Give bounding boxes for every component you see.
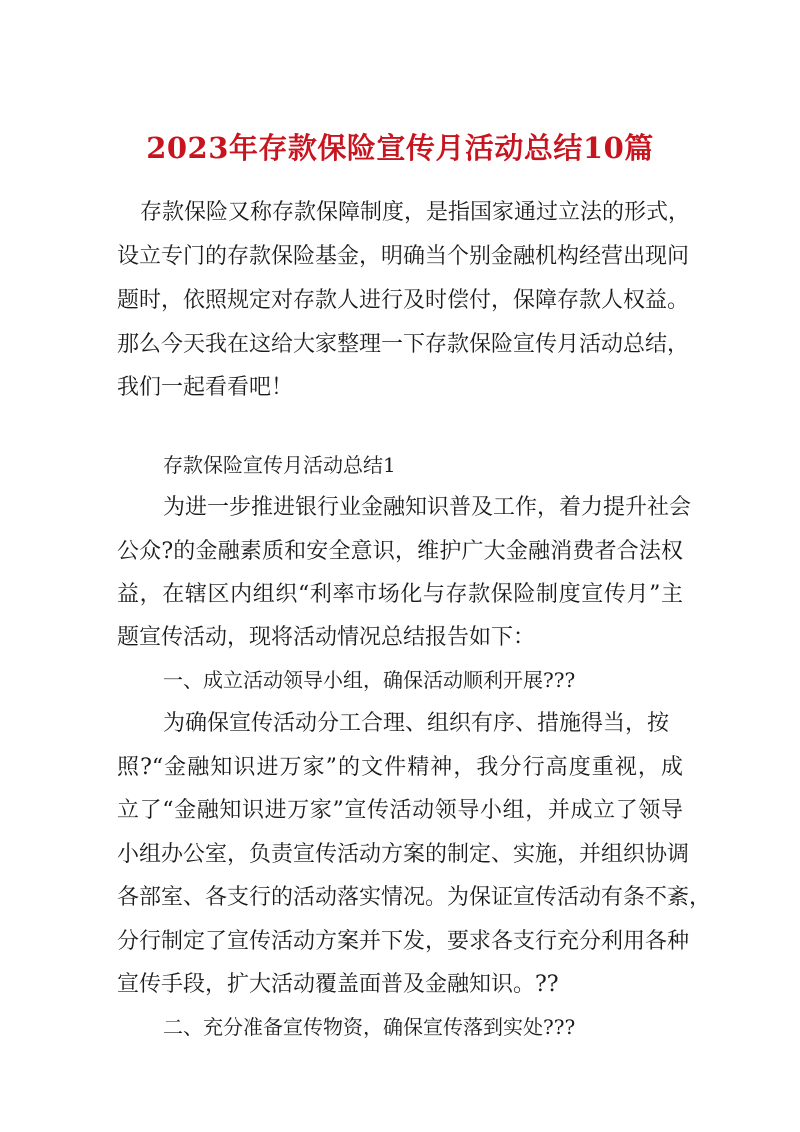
section-heading: 存款保险宣传月活动总结1 bbox=[163, 453, 396, 477]
paragraph-line: 为确保宣传活动分工合理、组织有序、措施得当，按 bbox=[163, 711, 670, 736]
paragraph-line: 为进一步推进银行业金融知识普及工作，着力提升社会 bbox=[163, 495, 692, 520]
paragraph-line: 公众?的金融素质和安全意识，维护广大金融消费者合法权 bbox=[117, 539, 683, 564]
intro-line: 题时，依照规定对存款人进行及时偿付，保障存款人权益。 bbox=[117, 288, 690, 313]
paragraph-line: 小组办公室，负责宣传活动方案的制定、实施，并组织协调 bbox=[117, 842, 690, 867]
paragraph-line: 照?“金融知识进万家”的文件精神，我分行高度重视，成 bbox=[117, 755, 683, 780]
paragraph-line: 分行制定了宣传活动方案并下发，要求各支行充分利用各种 bbox=[117, 929, 690, 954]
intro-line: 设立专门的存款保险基金，明确当个别金融机构经营出现问 bbox=[117, 244, 690, 269]
subheading: 一、成立活动领导小组，确保活动顺利开展??? bbox=[163, 668, 576, 692]
intro-line: 存款保险又称存款保障制度，是指国家通过立法的形式， bbox=[140, 200, 691, 225]
paragraph-line: 宣传手段，扩大活动覆盖面普及金融知识。?? bbox=[117, 972, 559, 997]
paragraph-line: 立了“金融知识进万家”宣传活动领导小组，并成立了领导 bbox=[117, 798, 683, 823]
paragraph-line: 各部室、各支行的活动落实情况。为保证宣传活动有条不紊， bbox=[117, 885, 712, 910]
paragraph-line: 益，在辖区内组织“利率市场化与存款保险制度宣传月”主 bbox=[117, 582, 683, 607]
subheading: 二、充分准备宣传物资，确保宣传落到实处??? bbox=[163, 1015, 576, 1039]
intro-line: 那么今天我在这给大家整理一下存款保险宣传月活动总结， bbox=[117, 332, 690, 357]
paragraph-line: 题宣传活动，现将活动情况总结报告如下： bbox=[117, 625, 536, 650]
intro-line: 我们一起看看吧！ bbox=[117, 375, 294, 400]
document-title: 2023年存款保险宣传月活动总结10篇 bbox=[146, 131, 654, 165]
